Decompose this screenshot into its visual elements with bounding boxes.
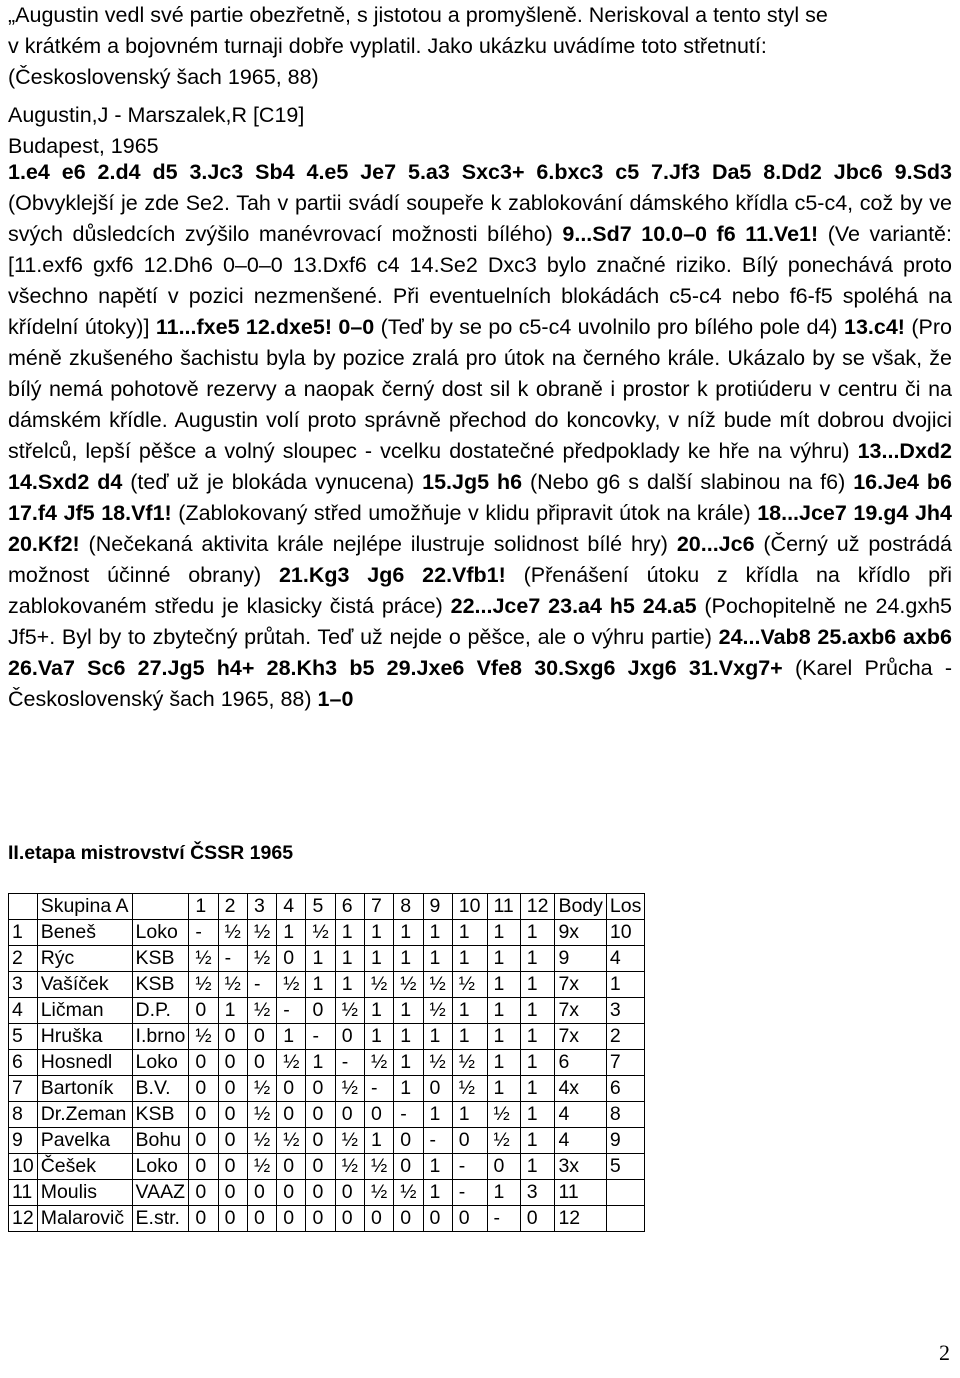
- table-cell: 0: [218, 1102, 247, 1128]
- table-cell: -: [335, 1050, 364, 1076]
- table-cell: 12: [520, 894, 555, 920]
- table-cell: ½: [423, 1050, 452, 1076]
- table-cell: 0: [218, 1128, 247, 1154]
- table-cell: 5: [306, 894, 335, 920]
- table-cell: 0: [306, 1102, 335, 1128]
- table-cell: ½: [189, 946, 218, 972]
- table-cell: Loko: [132, 1050, 189, 1076]
- table-cell: 12: [555, 1206, 606, 1232]
- table-cell: [132, 894, 189, 920]
- game-moves: 16.Je4 b6 17.f4 Jf5 18.Vf1!: [8, 470, 952, 525]
- table-row: [9, 1206, 645, 1232]
- table-cell: 1: [365, 998, 394, 1024]
- table-cell: 0: [365, 1102, 394, 1128]
- table-cell: 1: [423, 1180, 452, 1206]
- table-cell: 11: [487, 894, 520, 920]
- table-cell: 1: [394, 920, 423, 946]
- table-row: [9, 1102, 645, 1128]
- table-cell: 1: [452, 998, 487, 1024]
- table-cell: 7x: [555, 1024, 606, 1050]
- game-comment: (Teď by se po c5-c4 uvolnilo pro bílého pole d4): [374, 315, 844, 339]
- table-cell: 1: [487, 998, 520, 1024]
- table-cell: 1: [520, 998, 555, 1024]
- table-cell: ½: [335, 998, 364, 1024]
- table-cell: 1: [423, 946, 452, 972]
- table-cell: 3: [520, 1180, 555, 1206]
- table-cell: Hosnedl: [37, 1050, 132, 1076]
- table-cell: 1: [365, 1024, 394, 1050]
- table-row: [9, 1128, 645, 1154]
- table-cell: -: [189, 920, 218, 946]
- table-row: [9, 1180, 645, 1206]
- table-cell: 1: [487, 1024, 520, 1050]
- table-cell: 9x: [555, 920, 606, 946]
- table-cell: 0: [189, 1076, 218, 1102]
- game-comment: (Zablokovaný střed umožňuje v klidu připravit útok na krále): [171, 501, 758, 525]
- table-cell: 6: [9, 1050, 38, 1076]
- table-cell: 10: [452, 894, 487, 920]
- table-cell: E.str.: [132, 1206, 189, 1232]
- table-cell: 5: [606, 1154, 644, 1180]
- table-cell: 0: [247, 1024, 276, 1050]
- cross-table: [8, 893, 645, 1232]
- table-cell: 1: [365, 1128, 394, 1154]
- table-cell: 1: [189, 894, 218, 920]
- table-cell: 1: [520, 1102, 555, 1128]
- table-cell: 1: [218, 998, 247, 1024]
- table-cell: 0: [218, 1206, 247, 1232]
- table-cell: 7: [365, 894, 394, 920]
- table-cell: 1: [423, 1102, 452, 1128]
- table-cell: 2: [218, 894, 247, 920]
- table-cell: 7: [606, 1050, 644, 1076]
- table-cell: 1: [365, 946, 394, 972]
- table-cell: ½: [487, 1128, 520, 1154]
- table-cell: 8: [394, 894, 423, 920]
- table-cell: Los: [606, 894, 644, 920]
- table-row: [9, 1154, 645, 1180]
- table-cell: 4: [555, 1128, 606, 1154]
- table-cell: 0: [189, 1128, 218, 1154]
- table-cell: 0: [520, 1206, 555, 1232]
- table-cell: 1: [423, 920, 452, 946]
- table-cell: Vašíček: [37, 972, 132, 998]
- table-cell: 1: [335, 972, 364, 998]
- table-cell: ½: [247, 998, 276, 1024]
- table-cell: 0: [394, 1206, 423, 1232]
- game-moves: 13.c4!: [844, 315, 905, 339]
- table-cell: 12: [9, 1206, 38, 1232]
- table-cell: 4x: [555, 1076, 606, 1102]
- table-cell: 1: [520, 972, 555, 998]
- table-cell: 1: [306, 972, 335, 998]
- intro-line: v krátkém a bojovném turnaji dobře vyplatil. Jako ukázku uvádíme toto střetnutí:: [8, 34, 767, 58]
- table-cell: -: [487, 1206, 520, 1232]
- table-cell: 1: [335, 946, 364, 972]
- game-moves: 15.Jg5 h6: [422, 470, 523, 494]
- table-cell: 1: [394, 1024, 423, 1050]
- table-cell: 0: [365, 1206, 394, 1232]
- table-cell: 2: [9, 946, 38, 972]
- table-cell: -: [452, 1180, 487, 1206]
- table-cell: 1: [487, 1076, 520, 1102]
- intro-paragraph: [8, 0, 952, 93]
- game-moves: 1–0: [317, 687, 354, 711]
- table-cell: 4: [277, 894, 306, 920]
- table-cell: -: [423, 1128, 452, 1154]
- game-comment: (Ve variantě: [11.exf6 gxf6 12.Dh6 0–0–0 13.Dxf6 c4 14.Se2 Dxc3 bylo značné riziko. Bílý ponechává proto všechno napětí v pozici nezmenšené. Při eventuelních blokádách c5-c4 nebo f6-f5 spoléhá na křídelní útoky)]: [8, 222, 952, 339]
- game-comment: (Černý už postrádá možnost účinné obrany): [8, 532, 952, 587]
- table-cell: I.brno: [132, 1024, 189, 1050]
- table-cell: 1: [520, 1050, 555, 1076]
- table-cell: ½: [365, 972, 394, 998]
- table-cell: ½: [247, 1076, 276, 1102]
- table-cell: 0: [394, 1128, 423, 1154]
- table-cell: 1: [452, 946, 487, 972]
- table-cell: Hruška: [37, 1024, 132, 1050]
- table-cell: Skupina A: [37, 894, 132, 920]
- table-cell: 1: [423, 1154, 452, 1180]
- table-cell: 0: [218, 1050, 247, 1076]
- table-cell: 1: [487, 972, 520, 998]
- table-cell: Bartoník: [37, 1076, 132, 1102]
- game-moves: 21.Kg3 Jg6 22.Vfb1!: [278, 563, 506, 587]
- table-cell: 1: [520, 920, 555, 946]
- table-cell: Body: [555, 894, 606, 920]
- table-cell: 6: [606, 1076, 644, 1102]
- table-cell: ½: [218, 920, 247, 946]
- table-cell: ½: [452, 1076, 487, 1102]
- table-cell: Dr.Zeman: [37, 1102, 132, 1128]
- table-cell: 0: [189, 1050, 218, 1076]
- game-moves: 22...Jce7 23.a4 h5 24.a5: [450, 594, 697, 618]
- table-cell: Ličman: [37, 998, 132, 1024]
- table-cell: 2: [606, 1024, 644, 1050]
- table-cell: 0: [306, 1180, 335, 1206]
- table-cell: 1: [520, 1024, 555, 1050]
- table-cell: ½: [247, 1102, 276, 1128]
- table-cell: 7x: [555, 998, 606, 1024]
- table-cell: 0: [306, 1206, 335, 1232]
- game-moves: 11...fxe5 12.dxe5! 0–0: [155, 315, 375, 339]
- table-cell: 1: [394, 998, 423, 1024]
- table-cell: 0: [277, 1154, 306, 1180]
- intro-line: (Československý šach 1965, 88): [8, 65, 319, 89]
- game-moves: 20...Jc6: [676, 532, 755, 556]
- table-cell: 1: [520, 1154, 555, 1180]
- table-cell: 9: [606, 1128, 644, 1154]
- table-cell: -: [365, 1076, 394, 1102]
- table-cell: 0: [277, 1206, 306, 1232]
- table-cell: ½: [218, 972, 247, 998]
- table-cell: -: [306, 1024, 335, 1050]
- table-cell: -: [247, 972, 276, 998]
- table-cell: 7: [9, 1076, 38, 1102]
- game-comment: (Pochopitelně ne 24.gxh5 Jf5+. Byl by to zbytečný průtah. Teď už nejde o pěšce, ale o výhru partie): [8, 594, 952, 649]
- table-cell: ½: [423, 972, 452, 998]
- table-cell: ½: [365, 1050, 394, 1076]
- game-comment: (Přenášení útoku z křídla na křídlo při zablokovaném středu je klasicky čistá práce): [8, 563, 952, 618]
- table-cell: 0: [452, 1128, 487, 1154]
- table-cell: 1: [487, 920, 520, 946]
- table-cell: 3: [606, 998, 644, 1024]
- table-cell: 0: [277, 1102, 306, 1128]
- table-cell: 0: [189, 1154, 218, 1180]
- table-cell: ½: [247, 1154, 276, 1180]
- table-cell: KSB: [132, 1102, 189, 1128]
- table-cell: 3: [247, 894, 276, 920]
- table-cell: KSB: [132, 972, 189, 998]
- table-cell: 0: [487, 1154, 520, 1180]
- table-cell: 0: [277, 1076, 306, 1102]
- table-cell: 0: [452, 1206, 487, 1232]
- table-cell: 0: [189, 1206, 218, 1232]
- table-row: [9, 1050, 645, 1076]
- table-cell: B.V.: [132, 1076, 189, 1102]
- table-cell: ½: [335, 1154, 364, 1180]
- table-cell: 1: [520, 946, 555, 972]
- table-cell: 9: [9, 1128, 38, 1154]
- table-cell: 3x: [555, 1154, 606, 1180]
- table-cell: 1: [487, 1180, 520, 1206]
- table-cell: 0: [247, 1180, 276, 1206]
- intro-line: „Augustin vedl své partie obezřetně, s jistotou a promyšleně. Neriskoval a tento styl se: [8, 3, 828, 27]
- table-cell: 0: [218, 1154, 247, 1180]
- table-cell: -: [277, 998, 306, 1024]
- game-comment: (Obvyklejší je zde Se2. Tah v partii svádí soupeře k zablokování dámského křídla c5-c4, což by ve svých důsledcích zvýšilo manévrovací možnosti bílého): [8, 191, 952, 246]
- table-cell: 0: [247, 1206, 276, 1232]
- table-cell: ½: [335, 1076, 364, 1102]
- table-cell: ½: [247, 946, 276, 972]
- table-cell: 8: [9, 1102, 38, 1128]
- table-cell: Bohu: [132, 1128, 189, 1154]
- table-cell: 10: [9, 1154, 38, 1180]
- table-cell: -: [218, 946, 247, 972]
- game-moves: 1.e4 e6 2.d4 d5 3.Jc3 Sb4 4.e5 Je7 5.a3 Sxc3+ 6.bxc3 c5 7.Jf3 Da5 8.Dd2 Jbc6 9.Sd3: [8, 160, 952, 184]
- table-cell: 0: [277, 946, 306, 972]
- table-cell: 1: [520, 1076, 555, 1102]
- table-cell: 1: [306, 1050, 335, 1076]
- table-cell: 0: [306, 1128, 335, 1154]
- table-cell: 0: [394, 1154, 423, 1180]
- table-row: [9, 946, 645, 972]
- table-cell: 4: [606, 946, 644, 972]
- table-cell: 6: [555, 1050, 606, 1076]
- table-cell: 0: [247, 1050, 276, 1076]
- table-cell: 0: [423, 1076, 452, 1102]
- table-cell: 6: [335, 894, 364, 920]
- table-cell: 0: [423, 1206, 452, 1232]
- table-cell: ½: [277, 1128, 306, 1154]
- table-cell: 0: [335, 1206, 364, 1232]
- table-cell: 4: [555, 1102, 606, 1128]
- table-cell: 8: [606, 1102, 644, 1128]
- table-cell: 1: [520, 1128, 555, 1154]
- table-row: [9, 920, 645, 946]
- table-cell: -: [394, 1102, 423, 1128]
- table-cell: 0: [189, 1180, 218, 1206]
- table-cell: [9, 894, 38, 920]
- table-cell: 0: [306, 998, 335, 1024]
- table-cell: ½: [277, 1050, 306, 1076]
- table-cell: 1: [306, 946, 335, 972]
- table-cell: VAAZ: [132, 1180, 189, 1206]
- game-annotation: [8, 157, 952, 715]
- table-cell: 1: [606, 972, 644, 998]
- table-cell: Beneš: [37, 920, 132, 946]
- table-cell: 11: [9, 1180, 38, 1206]
- table-cell: Pavelka: [37, 1128, 132, 1154]
- table-cell: ½: [487, 1102, 520, 1128]
- table-row: [9, 1024, 645, 1050]
- table-header-row: [9, 894, 645, 920]
- table-cell: 1: [452, 920, 487, 946]
- game-comment: (Karel Průcha - Československý šach 1965, 88): [8, 656, 952, 711]
- table-cell: 0: [335, 1024, 364, 1050]
- table-cell: 1: [277, 1024, 306, 1050]
- table-cell: 1: [487, 1050, 520, 1076]
- table-cell: 1: [277, 920, 306, 946]
- table-cell: ½: [189, 972, 218, 998]
- table-cell: ½: [277, 972, 306, 998]
- table-cell: 1: [394, 1050, 423, 1076]
- section-title: II.etapa mistrovství ČSSR 1965: [8, 842, 294, 864]
- table-cell: 1: [394, 946, 423, 972]
- game-players: Augustin,J - Marszalek,R [C19]: [8, 103, 305, 127]
- table-cell: 10: [606, 920, 644, 946]
- table-cell: 5: [9, 1024, 38, 1050]
- table-cell: 1: [394, 1076, 423, 1102]
- game-header: [8, 100, 952, 131]
- table-cell: ½: [335, 1128, 364, 1154]
- table-cell: 1: [452, 1102, 487, 1128]
- table-cell: 0: [218, 1024, 247, 1050]
- table-cell: 0: [306, 1076, 335, 1102]
- table-cell: 1: [335, 920, 364, 946]
- table-cell: -: [452, 1154, 487, 1180]
- table-cell: ½: [306, 920, 335, 946]
- table-cell: 0: [189, 998, 218, 1024]
- game-event: Budapest, 1965: [8, 134, 159, 158]
- table-cell: 9: [555, 946, 606, 972]
- game-comment: (Nečekaná aktivita krále nejlépe ilustruje solidnost bílé hry): [79, 532, 677, 556]
- table-cell: 0: [189, 1102, 218, 1128]
- table-cell: 1: [365, 920, 394, 946]
- table-cell: 1: [452, 1024, 487, 1050]
- table-cell: ½: [394, 1180, 423, 1206]
- game-comment: (Nebo g6 s další slabinou na f6): [522, 470, 854, 494]
- table-cell: Moulis: [37, 1180, 132, 1206]
- table-cell: 0: [277, 1180, 306, 1206]
- game-comment: (teď už je blokáda vynucena): [122, 470, 423, 494]
- table-cell: D.P.: [132, 998, 189, 1024]
- table-cell: KSB: [132, 946, 189, 972]
- table-cell: ½: [423, 998, 452, 1024]
- table-cell: [606, 1206, 644, 1232]
- table-cell: Loko: [132, 920, 189, 946]
- table-cell: [606, 1180, 644, 1206]
- table-cell: 9: [423, 894, 452, 920]
- table-cell: 11: [555, 1180, 606, 1206]
- table-cell: ½: [189, 1024, 218, 1050]
- table-row: [9, 972, 645, 998]
- table-cell: Češek: [37, 1154, 132, 1180]
- game-moves: 13...Dxd2 14.Sxd2 d4: [8, 439, 952, 494]
- table-cell: 0: [218, 1180, 247, 1206]
- game-moves: 9...Sd7 10.0–0 f6 11.Ve1!: [562, 222, 819, 246]
- table-cell: 0: [335, 1102, 364, 1128]
- table-cell: 1: [487, 946, 520, 972]
- game-comment: (Pro méně zkušeného šachistu byla by pozice zralá pro útok na černého krále. Ukázalo by se však, že bílý nemá pohotově rezervy a naopak černý dost sil k obraně i prostor k protiúderu v centru či na dámském křídle. Augustin volí proto správně přechod do koncovky, v níž bude mít dobrou dvojici střelců, lepší pěšce a volný sloupec - vcelku dostatečné předpoklady ke hře na výhru): [8, 315, 952, 463]
- table-cell: 0: [335, 1180, 364, 1206]
- table-cell: 0: [218, 1076, 247, 1102]
- game-moves: 24...Vab8 25.axb6 axb6 26.Va7 Sc6 27.Jg5 h4+ 28.Kh3 b5 29.Jxe6 Vfe8 30.Sxg6 Jxg6 31.Vxg7+: [8, 625, 952, 680]
- game-moves: 18...Jce7 19.g4 Jh4 20.Kf2!: [8, 501, 953, 556]
- table-cell: ½: [247, 1128, 276, 1154]
- table-cell: Loko: [132, 1154, 189, 1180]
- table-cell: 3: [9, 972, 38, 998]
- table-cell: ½: [394, 972, 423, 998]
- table-cell: ½: [247, 920, 276, 946]
- table-cell: 1: [423, 1024, 452, 1050]
- table-cell: ½: [452, 1050, 487, 1076]
- table-cell: Rýc: [37, 946, 132, 972]
- table-row: [9, 1076, 645, 1102]
- table-cell: 1: [9, 920, 38, 946]
- table-cell: ½: [452, 972, 487, 998]
- table-cell: ½: [365, 1180, 394, 1206]
- table-cell: 4: [9, 998, 38, 1024]
- table-row: [9, 998, 645, 1024]
- table-cell: 7x: [555, 972, 606, 998]
- page-number: 2: [939, 1340, 950, 1365]
- table-cell: ½: [365, 1154, 394, 1180]
- table-cell: Malarovič: [37, 1206, 132, 1232]
- table-cell: 0: [306, 1154, 335, 1180]
